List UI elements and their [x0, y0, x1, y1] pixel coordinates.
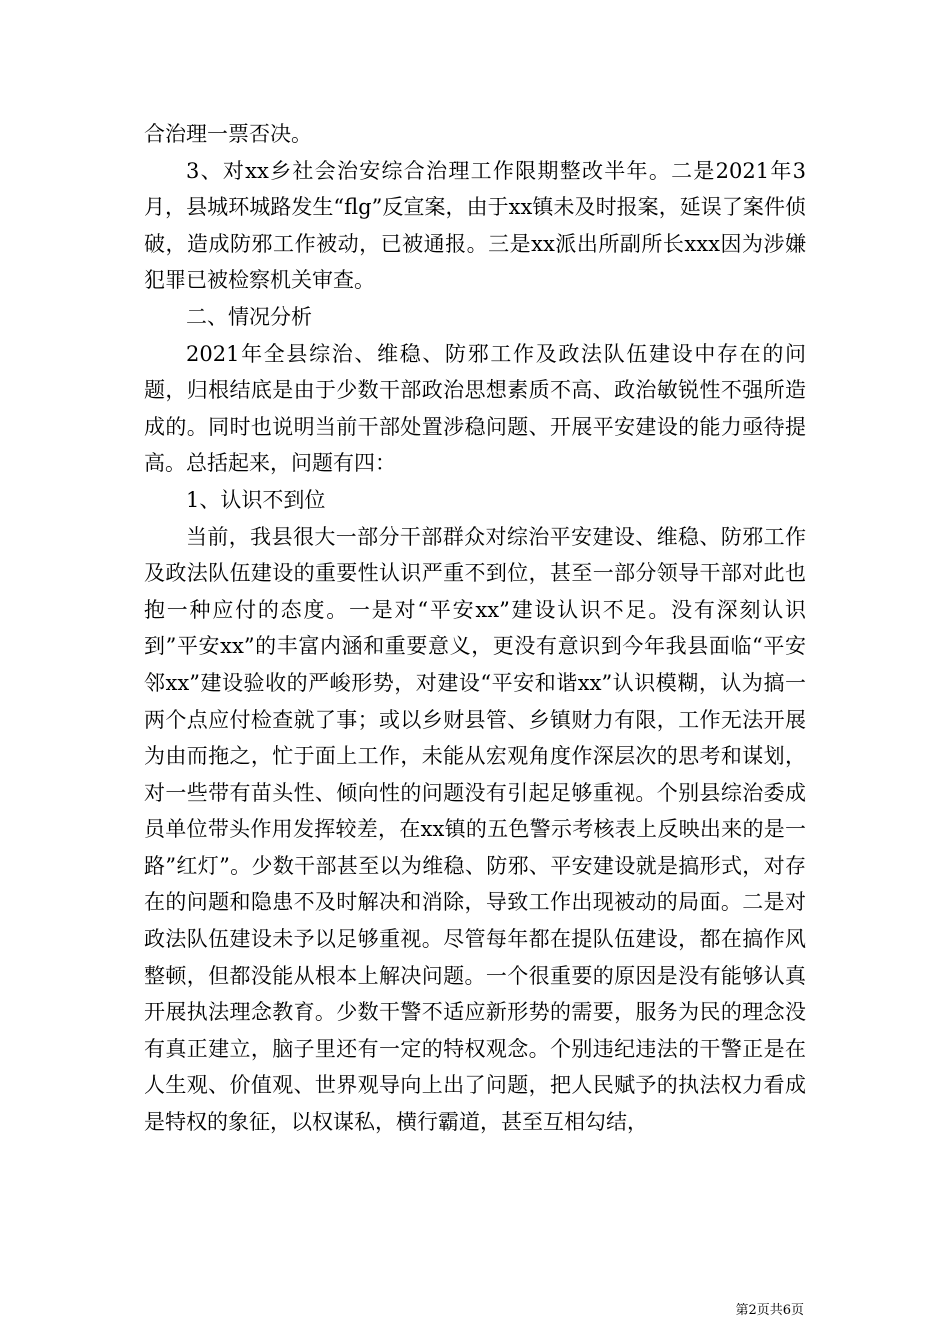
paragraph-item-3: 3、对xx乡社会治安综合治理工作限期整改半年。二是2021年3月，县城环城路发生“flg”反宣案，由于xx镇未及时报案，延误了案件侦破，造成防邪工作被动，已被通报。三是xx派出所副所长xxx因为涉嫌犯罪已被检察机关审查。: [144, 158, 806, 293]
document-body: [144, 116, 806, 1141]
paragraph-awareness-detail: 当前，我县很大一部分干部群众对综治平安建设、维稳、防邪工作及政法队伍建设的重要性认识严重不到位，甚至一部分领导干部对此也抱一种应付的态度。一是对“平安xx”建设认识不足。没有深刻认识到”平安xx”的丰富内涵和重要意义，更没有意识到今年我县面临“平安邻xx”建设验收的严峻形势，对建设“平安和谐xx”认识模糊，认为搞一两个点应付检查就了事；或以乡财县管、乡镇财力有限，工作无法开展为由而拖之，忙于面上工作，未能从宏观角度作深层次的思考和谋划，对一些带有苗头性、倾向性的问题没有引起足够重视。个别县综治委成员单位带头作用发挥较差，在xx镇的五色警示考核表上反映出来的是一路”红灯”。少数干部甚至以为维稳、防邪、平安建设就是搞形式，对存在的问题和隐患不及时解决和消除，导致工作出现被动的局面。二是对政法队伍建设未予以足够重视。尽管每年都在提队伍建设，都在搞作风整顿，但都没能从根本上解决问题。一个很重要的原因是没有能够认真开展执法理念教育。少数干警不适应新形势的需要，服务为民的理念没有真正建立，脑子里还有一定的特权观念。个别违纪违法的干警正是在人生观、价值观、世界观导向上出了问题，把人民赋予的执法权力看成是特权的象征，以权谋私，横行霸道，甚至互相勾结，: [144, 524, 806, 1135]
page-number: 第2页共6页: [735, 1303, 804, 1318]
subheading-awareness: 1、认识不到位: [186, 487, 326, 512]
paragraph-analysis-summary: 2021年全县综治、维稳、防邪工作及政法队伍建设中存在的问题，归根结底是由于少数干部政治思想素质不高、政治敏锐性不强所造成的。同时也说明当前干部处置涉稳问题、开展平安建设的能力亟待提高。总括起来，问题有四：: [144, 341, 806, 476]
paragraph-continuation: 合治理一票否决。: [144, 122, 312, 146]
section-heading-situation-analysis: 二、情况分析: [186, 304, 312, 329]
